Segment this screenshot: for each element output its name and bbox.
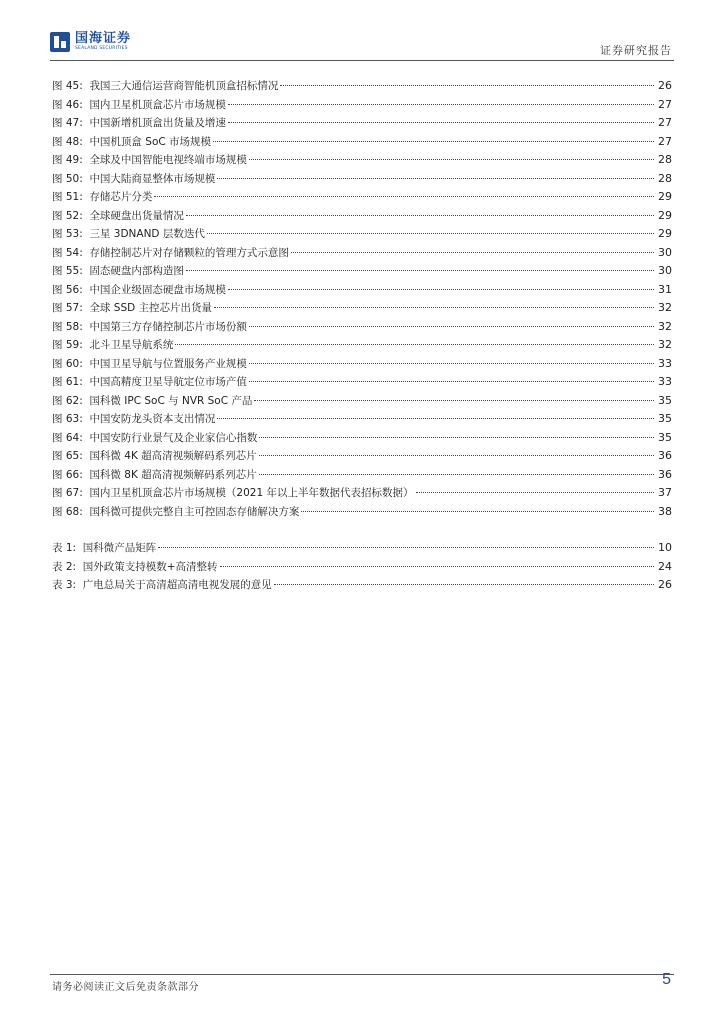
header-divider <box>50 60 674 61</box>
entry-title: 全球硬盘出货量情况 <box>89 209 184 222</box>
toc-figure-entry[interactable] <box>52 78 672 97</box>
entry-page-number: 30 <box>658 264 672 277</box>
toc-figure-entry[interactable] <box>52 337 672 356</box>
entry-title: 北斗卫星导航系统 <box>89 339 174 351</box>
entry-label: 表 3: <box>52 579 77 591</box>
entry-page-number: 32 <box>658 319 672 333</box>
entry-label: 图 51: <box>52 191 83 203</box>
entry-title: 国科微产品矩阵 <box>82 542 157 554</box>
dot-leader <box>274 584 654 585</box>
toc-figure-entry[interactable] <box>52 245 672 264</box>
entry-page-number: 29 <box>658 190 672 203</box>
entry-page-number: 35 <box>658 430 672 444</box>
entry-title: 中国大陆商显整体市场规模 <box>89 172 216 185</box>
entry-page-number: 37 <box>658 486 672 499</box>
entry-page-number: 32 <box>658 301 672 314</box>
entry-page-number: 32 <box>658 338 672 351</box>
entry-page-number: 28 <box>658 171 672 185</box>
entry-label: 图 46: <box>52 98 83 111</box>
entry-title: 存储芯片分类 <box>89 191 153 203</box>
toc-figure-entry[interactable] <box>52 356 672 375</box>
toc-figure-entry[interactable] <box>52 189 672 208</box>
dot-leader <box>249 381 654 382</box>
toc-figure-entry[interactable] <box>52 374 672 393</box>
dot-leader <box>175 344 654 345</box>
entry-label: 表 1: <box>52 542 77 554</box>
entry-page-number: 33 <box>658 356 672 370</box>
figure-list <box>52 78 672 522</box>
entry-title: 国科微 8K 超高清视频解码系列芯片 <box>89 468 257 481</box>
logo-brand-cn: 国海证券 <box>75 31 132 47</box>
entry-label: 图 68: <box>52 505 83 518</box>
entry-title: 中国第三方存储控制芯片市场份额 <box>89 320 247 333</box>
entry-page-number: 10 <box>658 541 672 554</box>
entry-label: 图 61: <box>52 376 83 388</box>
page-number: 5 <box>662 971 671 988</box>
dot-leader <box>228 289 654 290</box>
dot-leader <box>220 566 654 567</box>
toc-figure-entry[interactable] <box>52 448 672 467</box>
footer-divider <box>50 974 674 975</box>
entry-page-number: 29 <box>658 227 672 240</box>
dot-leader <box>154 196 654 197</box>
dot-leader <box>228 104 654 105</box>
entry-label: 图 66: <box>52 468 83 481</box>
entry-title: 广电总局关于高清超高清电视发展的意见 <box>82 579 272 591</box>
entry-title: 中国新增机顶盒出货量及增速 <box>89 117 226 129</box>
table-list <box>52 540 672 596</box>
entry-page-number: 27 <box>658 134 672 148</box>
entry-page-number: 35 <box>658 412 672 425</box>
footer-disclaimer: 请务必阅读正文后免责条款部分 <box>52 982 199 993</box>
dot-leader <box>213 141 654 142</box>
toc-figure-entry[interactable] <box>52 393 672 412</box>
toc-figure-entry[interactable] <box>52 467 672 486</box>
entry-title: 国内卫星机顶盒芯片市场规模 <box>89 98 226 111</box>
dot-leader <box>207 233 654 234</box>
toc-figure-entry[interactable] <box>52 504 672 523</box>
entry-title: 三星 3DNAND 层数迭代 <box>89 228 205 240</box>
entry-page-number: 36 <box>658 449 672 462</box>
entry-title: 国科微 IPC SoC 与 NVR SoC 产品 <box>89 394 253 407</box>
entry-page-number: 24 <box>658 559 672 573</box>
entry-title: 国科微可提供完整自主可控固态存储解决方案 <box>89 505 300 518</box>
entry-label: 图 52: <box>52 209 83 222</box>
entry-page-number: 26 <box>658 79 672 92</box>
page-header <box>0 0 724 62</box>
entry-label: 图 62: <box>52 394 83 407</box>
toc-figure-entry[interactable] <box>52 300 672 319</box>
dot-leader <box>158 547 654 548</box>
entry-label: 图 54: <box>52 246 83 259</box>
dot-leader <box>291 252 654 253</box>
entry-label: 图 48: <box>52 135 83 148</box>
entry-page-number: 30 <box>658 245 672 259</box>
entry-label: 图 53: <box>52 228 83 240</box>
toc-figure-entry[interactable] <box>52 97 672 116</box>
entry-title: 中国高精度卫星导航定位市场产值 <box>89 376 247 388</box>
entry-label: 表 2: <box>52 560 77 573</box>
entry-label: 图 47: <box>52 117 83 129</box>
entry-title: 存储控制芯片对存储颗粒的管理方式示意图 <box>89 246 289 259</box>
entry-page-number: 29 <box>658 208 672 222</box>
entry-page-number: 31 <box>658 282 672 296</box>
toc-figure-entry[interactable] <box>52 411 672 430</box>
dot-leader <box>186 215 654 216</box>
entry-page-number: 27 <box>658 97 672 111</box>
dot-leader <box>249 326 654 327</box>
toc-figure-entry[interactable] <box>52 282 672 301</box>
entry-label: 图 60: <box>52 357 83 370</box>
logo-icon <box>50 32 70 52</box>
toc-figure-entry[interactable] <box>52 152 672 171</box>
entry-title: 中国安防龙头资本支出情况 <box>89 413 216 425</box>
toc-table-entry[interactable] <box>52 540 672 559</box>
dot-leader <box>228 122 654 123</box>
entry-title: 国内卫星机顶盒芯片市场规模（2021 年以上半年数据代表招标数据） <box>89 487 414 499</box>
entry-title: 中国卫星导航与位置服务产业规模 <box>89 357 247 370</box>
dot-leader <box>254 400 654 401</box>
entry-title: 中国企业级固态硬盘市场规模 <box>89 283 226 296</box>
list-spacer <box>52 522 672 540</box>
toc-figure-entry[interactable] <box>52 115 672 134</box>
entry-page-number: 26 <box>658 578 672 591</box>
entry-title: 中国安防行业景气及企业家信心指数 <box>89 431 258 444</box>
entry-label: 图 58: <box>52 320 83 333</box>
dot-leader <box>416 492 655 493</box>
dot-leader <box>259 455 654 456</box>
entry-label: 图 59: <box>52 339 83 351</box>
entry-title: 中国机顶盒 SoC 市场规模 <box>89 135 212 148</box>
entry-label: 图 63: <box>52 413 83 425</box>
entry-title: 全球 SSD 主控芯片出货量 <box>89 302 213 314</box>
dot-leader <box>259 437 654 438</box>
dot-leader <box>280 85 654 86</box>
entry-label: 图 56: <box>52 283 83 296</box>
dot-leader <box>186 270 654 271</box>
entry-label: 图 65: <box>52 450 83 462</box>
toc-table-entry[interactable] <box>52 577 672 596</box>
company-logo <box>50 30 131 54</box>
entry-label: 图 45: <box>52 80 83 92</box>
entry-page-number: 38 <box>658 504 672 518</box>
toc-figure-entry[interactable] <box>52 485 672 504</box>
entry-label: 图 64: <box>52 431 83 444</box>
entry-page-number: 33 <box>658 375 672 388</box>
toc-figure-entry[interactable] <box>52 171 672 190</box>
toc-figure-entry[interactable] <box>52 134 672 153</box>
dot-leader <box>249 363 654 364</box>
logo-brand-en: SEALAND SECURITIES <box>75 46 128 52</box>
dot-leader <box>217 178 654 179</box>
report-type: 证券研究报告 <box>600 44 672 57</box>
toc-figure-entry[interactable] <box>52 319 672 338</box>
toc-figure-entry[interactable] <box>52 263 672 282</box>
entry-title: 国科微 4K 超高清视频解码系列芯片 <box>89 450 257 462</box>
dot-leader <box>214 307 654 308</box>
entry-page-number: 36 <box>658 467 672 481</box>
entry-page-number: 27 <box>658 116 672 129</box>
entry-label: 图 50: <box>52 172 83 185</box>
toc-figure-entry[interactable] <box>52 226 672 245</box>
entry-page-number: 35 <box>658 393 672 407</box>
entry-page-number: 28 <box>658 153 672 166</box>
dot-leader <box>217 418 654 419</box>
dot-leader <box>249 159 654 160</box>
entry-title: 国外政策支持模数+高清整转 <box>82 560 218 573</box>
entry-label: 图 49: <box>52 154 83 166</box>
dot-leader <box>259 474 654 475</box>
toc-table-entry[interactable] <box>52 559 672 578</box>
table-of-contents <box>52 78 672 596</box>
entry-label: 图 55: <box>52 265 83 277</box>
entry-title: 固态硬盘内部构造图 <box>89 265 184 277</box>
entry-label: 图 67: <box>52 487 83 499</box>
entry-title: 我国三大通信运营商智能机顶盒招标情况 <box>89 80 279 92</box>
toc-figure-entry[interactable] <box>52 208 672 227</box>
dot-leader <box>301 511 654 512</box>
entry-title: 全球及中国智能电视终端市场规模 <box>89 154 247 166</box>
toc-figure-entry[interactable] <box>52 430 672 449</box>
entry-label: 图 57: <box>52 302 83 314</box>
